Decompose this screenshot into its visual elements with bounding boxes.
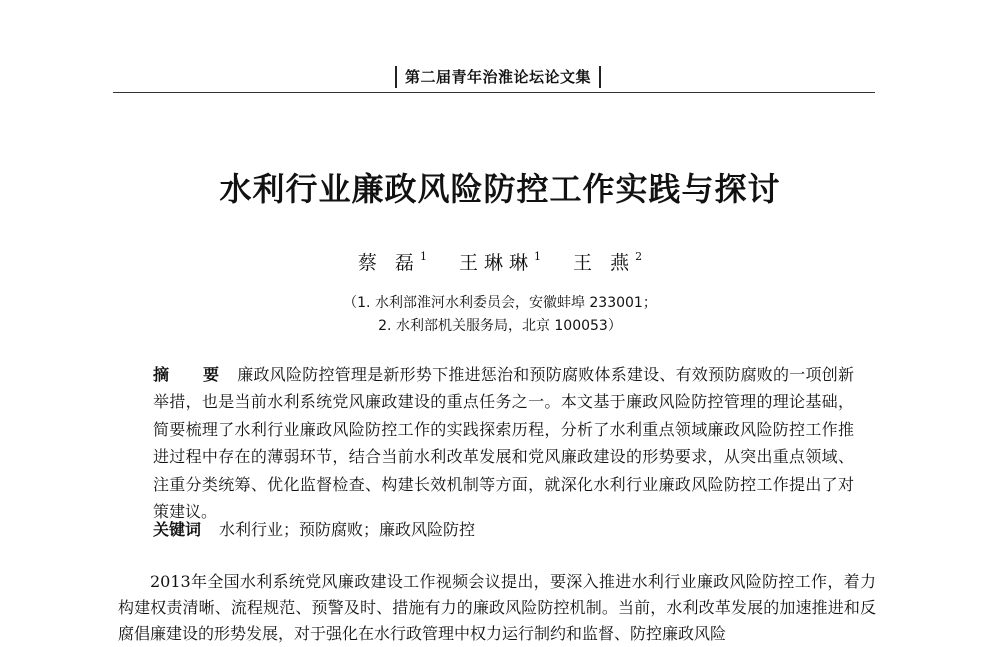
author-name: 王 燕 (573, 252, 636, 274)
author-affiliation-mark: 1 (534, 250, 541, 263)
paper-title: 水利行业廉政风险防控工作实践与探讨 (219, 170, 781, 208)
author-name: 王琳琳 (458, 252, 534, 274)
author-list (0, 248, 1000, 275)
author (573, 248, 642, 275)
author-affiliation-mark: 1 (419, 250, 427, 263)
abstract (153, 361, 854, 525)
affiliation: （1. 水利部淮河水利委员会，安徽蚌埠 233001； (343, 295, 657, 311)
abstract-label: 摘 要 (153, 365, 234, 384)
keywords-label: 关键词 (153, 520, 202, 539)
keywords-text: 水利行业；预防腐败；廉政风险防控 (219, 520, 476, 539)
abstract-text: 廉政风险防控管理是新形势下推进惩治和预防腐败体系建设、有效预防腐败的一项创新举措，也是当前水利系统党风廉政建设的重点任务之一。本文基于廉政风险防控管理的理论基础，简要梳理了水利行业廉政风险防控工作的实践探索历程，分析了水利重点领域廉政风险防控工作推进过程中存在的薄弱环节，结合当前水利改革发展和党风廉政建设的形势要求，从突出重点领域、注重分类统筹、优化监督检查、构建长效机制等方面，就深化水利行业廉政风险防控工作提出了对策建议。 (153, 365, 854, 522)
author-name: 蔡 磊 (357, 252, 420, 274)
body-paragraph: 2013年全国水利系统党风廉政建设工作视频会议提出，要深入推进水利行业廉政风险防控工作，着力构建权责清晰、流程规范、预警及时、措施有力的廉政风险防控机制。当前，水利改革发展的加速推进和反腐倡廉建设的形势发展，对于强化在水行政管理中权力运行制约和监督、防控廉政风险 (118, 572, 876, 643)
running-header: 第二届青年治淮论坛论文集 (395, 66, 601, 88)
author-affiliation-mark: 2 (635, 250, 643, 263)
keywords (153, 518, 854, 542)
header-rule (113, 92, 875, 93)
author (358, 248, 427, 275)
author (459, 248, 541, 275)
affiliation: 2. 水利部机关服务局，北京 100053） (378, 318, 622, 334)
